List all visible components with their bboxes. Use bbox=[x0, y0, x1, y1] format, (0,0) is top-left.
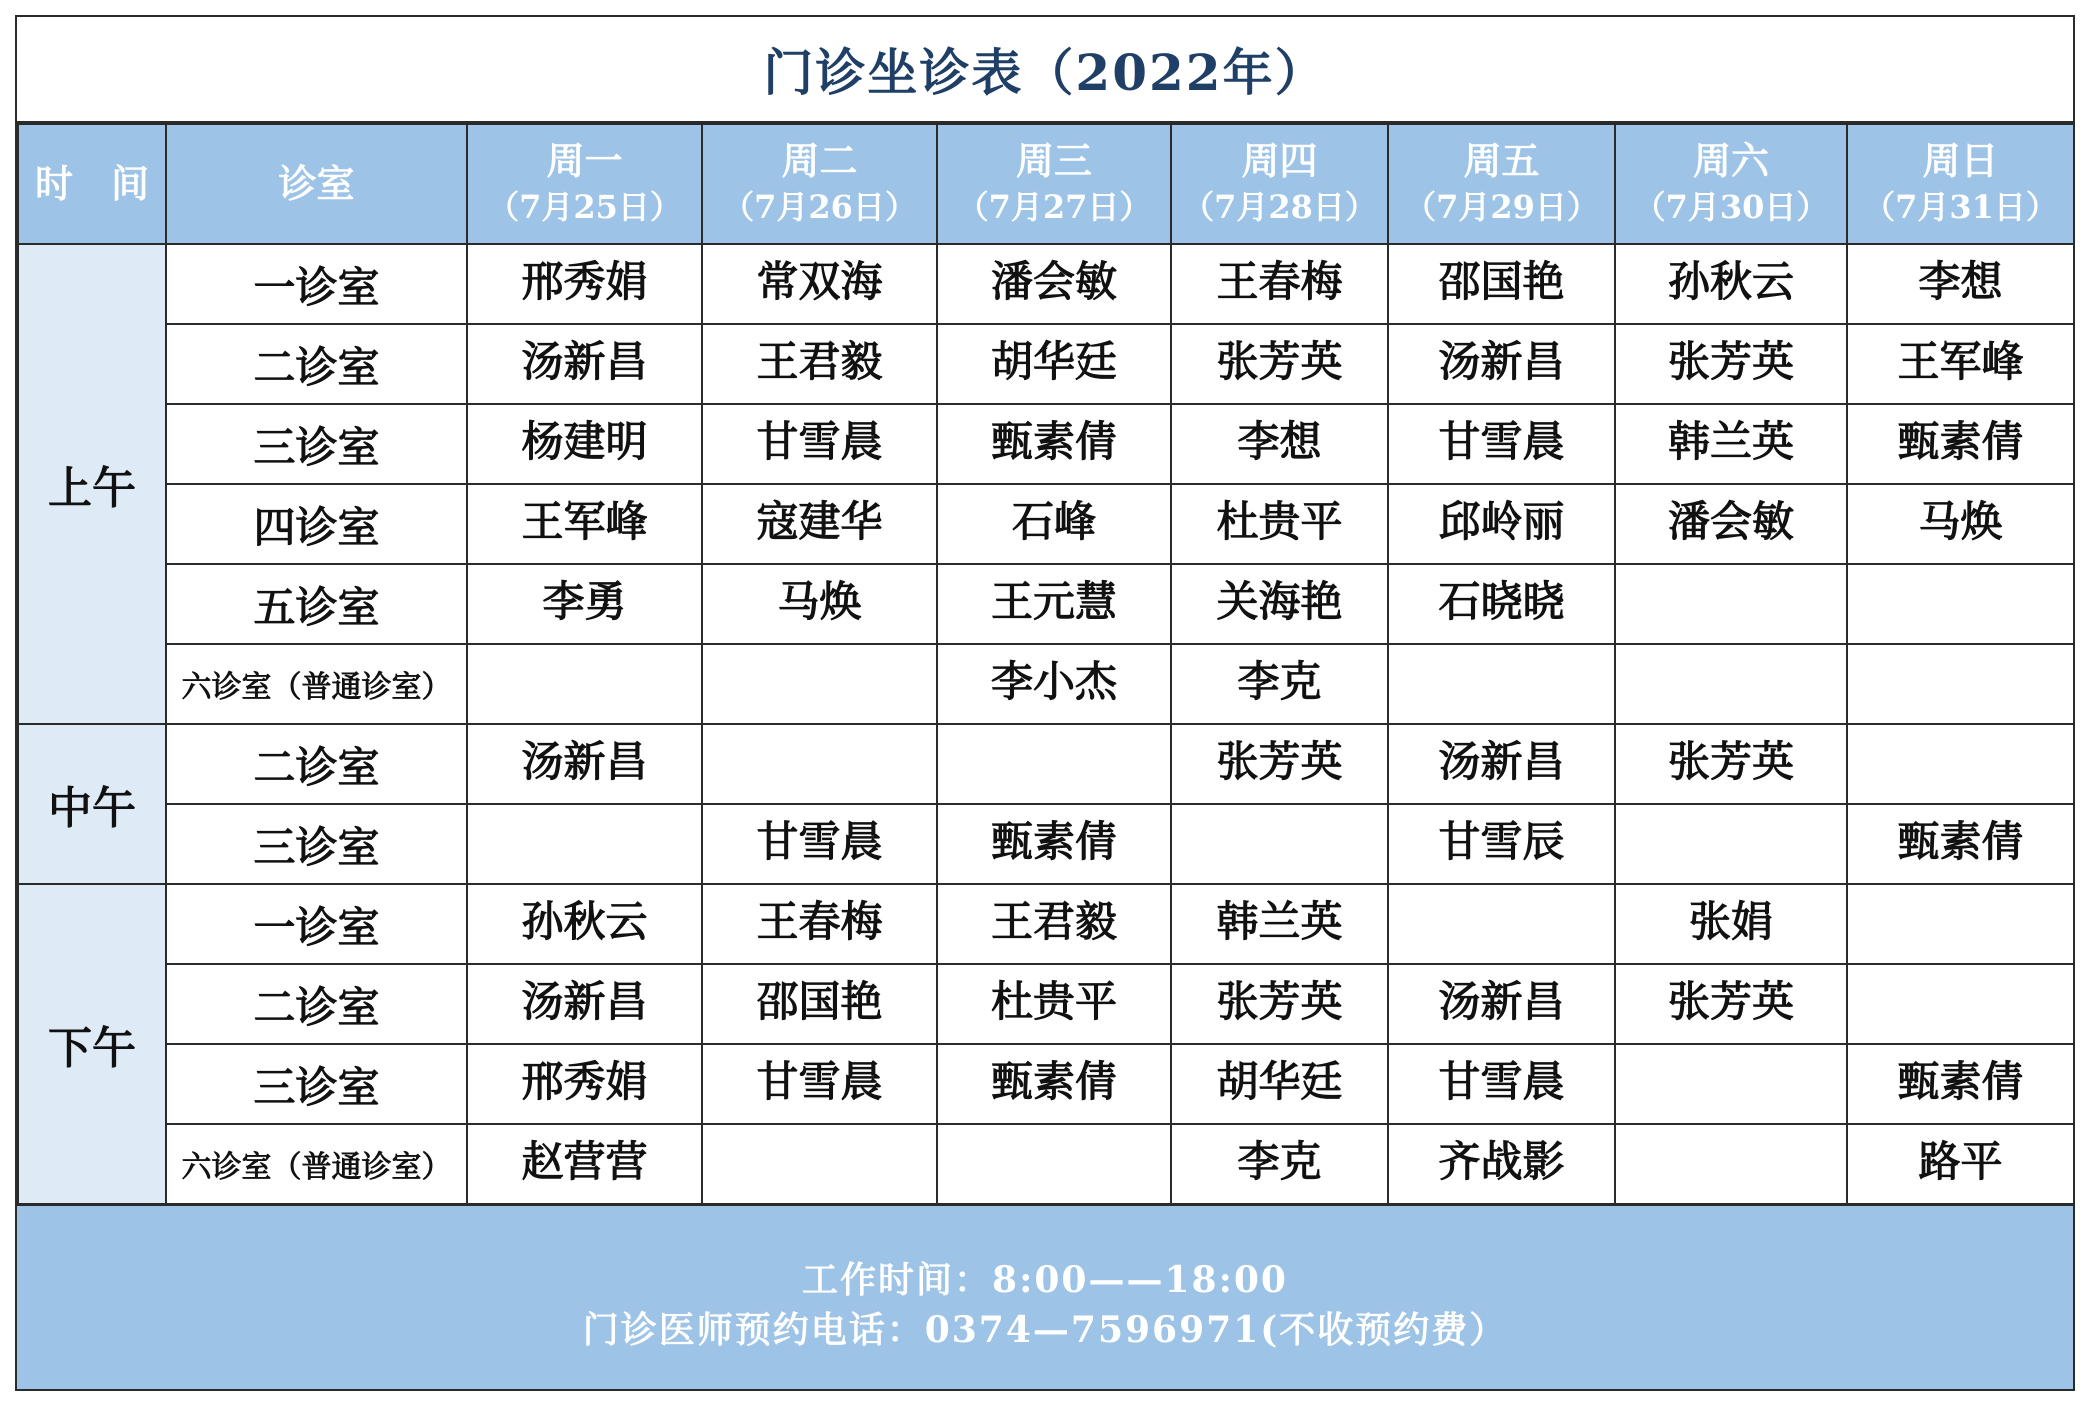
schedule-row bbox=[18, 484, 2074, 564]
schedule-row bbox=[18, 884, 2074, 964]
doctor-cell: 张芳英 bbox=[1615, 964, 1847, 1044]
doctor-cell: 汤新昌 bbox=[467, 724, 702, 804]
day-label: 周三 bbox=[1015, 138, 1092, 183]
doctor-cell: 王春梅 bbox=[702, 884, 937, 964]
doctor-cell: 石晓晓 bbox=[1388, 564, 1615, 644]
doctor-cell bbox=[1615, 1044, 1847, 1124]
doctor-cell: 邱岭丽 bbox=[1388, 484, 1615, 564]
day-label: 周六 bbox=[1692, 138, 1769, 183]
day-date: （7月27日） bbox=[956, 188, 1152, 226]
page-title: 门诊坐诊表（2022年） bbox=[763, 43, 1327, 102]
day-label: 周五 bbox=[1463, 138, 1540, 183]
doctor-cell: 甘雪晨 bbox=[702, 1044, 937, 1124]
schedule-body bbox=[18, 244, 2074, 1204]
doctor-cell: 甄素倩 bbox=[937, 804, 1171, 884]
doctor-cell: 甄素倩 bbox=[1847, 404, 2074, 484]
doctor-cell: 杨建明 bbox=[467, 404, 702, 484]
doctor-cell: 张芳英 bbox=[1171, 964, 1388, 1044]
schedule-row bbox=[18, 1124, 2074, 1204]
doctor-cell bbox=[1615, 644, 1847, 724]
day-header bbox=[1847, 124, 2074, 244]
day-label: 周二 bbox=[781, 138, 858, 183]
schedule-row bbox=[18, 804, 2074, 884]
period-label: 中午 bbox=[18, 724, 166, 884]
period-label: 上午 bbox=[18, 244, 166, 724]
doctor-cell: 潘会敏 bbox=[1615, 484, 1847, 564]
doctor-cell bbox=[1847, 724, 2074, 804]
doctor-cell: 甄素倩 bbox=[937, 1044, 1171, 1124]
doctor-cell bbox=[937, 724, 1171, 804]
room-label: 二诊室 bbox=[166, 324, 467, 404]
doctor-cell: 邵国艳 bbox=[702, 964, 937, 1044]
room-label: 二诊室 bbox=[166, 724, 467, 804]
doctor-cell: 汤新昌 bbox=[1388, 724, 1615, 804]
doctor-cell: 韩兰英 bbox=[1171, 884, 1388, 964]
doctor-cell: 杜贵平 bbox=[1171, 484, 1388, 564]
doctor-cell: 王元慧 bbox=[937, 564, 1171, 644]
doctor-cell bbox=[702, 644, 937, 724]
doctor-cell: 甘雪晨 bbox=[1388, 404, 1615, 484]
schedule-table bbox=[17, 123, 2075, 1205]
doctor-cell: 汤新昌 bbox=[467, 324, 702, 404]
period-label: 下午 bbox=[18, 884, 166, 1204]
doctor-cell: 韩兰英 bbox=[1615, 404, 1847, 484]
doctor-cell: 石峰 bbox=[937, 484, 1171, 564]
schedule-row bbox=[18, 564, 2074, 644]
doctor-cell: 王春梅 bbox=[1171, 244, 1388, 324]
doctor-cell: 汤新昌 bbox=[1388, 324, 1615, 404]
doctor-cell: 甄素倩 bbox=[1847, 1044, 2074, 1124]
header-row bbox=[18, 124, 2074, 244]
schedule-row bbox=[18, 404, 2074, 484]
doctor-cell bbox=[1388, 884, 1615, 964]
doctor-cell bbox=[1615, 1124, 1847, 1204]
day-date: （7月31日） bbox=[1863, 188, 2058, 226]
doctor-cell bbox=[1847, 964, 2074, 1044]
doctor-cell: 甄素倩 bbox=[1847, 804, 2074, 884]
doctor-cell: 邵国艳 bbox=[1388, 244, 1615, 324]
room-label: 四诊室 bbox=[166, 484, 467, 564]
schedule-row bbox=[18, 644, 2074, 724]
doctor-cell: 李小杰 bbox=[937, 644, 1171, 724]
day-header bbox=[1615, 124, 1847, 244]
doctor-cell bbox=[702, 724, 937, 804]
room-label: 三诊室 bbox=[166, 404, 467, 484]
doctor-cell bbox=[467, 644, 702, 724]
doctor-cell: 张芳英 bbox=[1171, 324, 1388, 404]
doctor-cell: 汤新昌 bbox=[1388, 964, 1615, 1044]
room-label: 二诊室 bbox=[166, 964, 467, 1044]
day-date: （7月26日） bbox=[722, 188, 917, 226]
doctor-cell: 邢秀娟 bbox=[467, 1044, 702, 1124]
doctor-cell: 常双海 bbox=[702, 244, 937, 324]
doctor-cell: 孙秋云 bbox=[467, 884, 702, 964]
doctor-cell: 张娟 bbox=[1615, 884, 1847, 964]
room-header: 诊室 bbox=[166, 124, 467, 244]
doctor-cell: 杜贵平 bbox=[937, 964, 1171, 1044]
doctor-cell: 潘会敏 bbox=[937, 244, 1171, 324]
room-label: 三诊室 bbox=[166, 1044, 467, 1124]
doctor-cell: 孙秋云 bbox=[1615, 244, 1847, 324]
doctor-cell: 寇建华 bbox=[702, 484, 937, 564]
day-header bbox=[937, 124, 1171, 244]
schedule-row bbox=[18, 244, 2074, 324]
schedule-row bbox=[18, 964, 2074, 1044]
day-date: （7月29日） bbox=[1404, 188, 1599, 226]
footer-panel bbox=[17, 1204, 2073, 1389]
doctor-cell: 甘雪辰 bbox=[1388, 804, 1615, 884]
doctor-cell bbox=[1171, 804, 1388, 884]
doctor-cell bbox=[467, 804, 702, 884]
room-label: 六诊室（普通诊室） bbox=[166, 644, 467, 724]
doctor-cell: 李克 bbox=[1171, 644, 1388, 724]
doctor-cell: 马焕 bbox=[702, 564, 937, 644]
day-header bbox=[1388, 124, 1615, 244]
day-label: 周日 bbox=[1922, 138, 1999, 183]
schedule-row bbox=[18, 724, 2074, 804]
doctor-cell: 李想 bbox=[1847, 244, 2074, 324]
doctor-cell: 赵营营 bbox=[467, 1124, 702, 1204]
room-label: 六诊室（普通诊室） bbox=[166, 1124, 467, 1204]
doctor-cell bbox=[1388, 644, 1615, 724]
doctor-cell: 甘雪晨 bbox=[1388, 1044, 1615, 1124]
room-label: 一诊室 bbox=[166, 884, 467, 964]
doctor-cell: 王军峰 bbox=[1847, 324, 2074, 404]
title-bar bbox=[17, 17, 2073, 123]
doctor-cell bbox=[1615, 564, 1847, 644]
room-label: 一诊室 bbox=[166, 244, 467, 324]
time-header: 时 间 bbox=[18, 124, 166, 244]
doctor-cell: 马焕 bbox=[1847, 484, 2074, 564]
doctor-cell: 关海艳 bbox=[1171, 564, 1388, 644]
schedule-sheet bbox=[15, 15, 2075, 1391]
doctor-cell: 胡华廷 bbox=[1171, 1044, 1388, 1124]
doctor-cell: 甄素倩 bbox=[937, 404, 1171, 484]
doctor-cell bbox=[1615, 804, 1847, 884]
doctor-cell bbox=[1847, 564, 2074, 644]
room-label: 三诊室 bbox=[166, 804, 467, 884]
day-header bbox=[702, 124, 937, 244]
doctor-cell: 王君毅 bbox=[937, 884, 1171, 964]
doctor-cell: 齐战影 bbox=[1388, 1124, 1615, 1204]
doctor-cell: 李想 bbox=[1171, 404, 1388, 484]
day-date: （7月28日） bbox=[1182, 188, 1377, 226]
doctor-cell: 张芳英 bbox=[1615, 724, 1847, 804]
day-label: 周四 bbox=[1241, 138, 1318, 183]
room-label: 五诊室 bbox=[166, 564, 467, 644]
day-label: 周一 bbox=[546, 138, 623, 183]
doctor-cell: 甘雪晨 bbox=[702, 404, 937, 484]
doctor-cell: 李克 bbox=[1171, 1124, 1388, 1204]
doctor-cell bbox=[702, 1124, 937, 1204]
day-header bbox=[467, 124, 702, 244]
doctor-cell bbox=[1847, 884, 2074, 964]
day-header bbox=[1171, 124, 1388, 244]
doctor-cell: 王君毅 bbox=[702, 324, 937, 404]
doctor-cell: 胡华廷 bbox=[937, 324, 1171, 404]
doctor-cell: 邢秀娟 bbox=[467, 244, 702, 324]
work-hours: 工作时间：8:00——18:00 bbox=[802, 1258, 1288, 1301]
doctor-cell: 路平 bbox=[1847, 1124, 2074, 1204]
day-date: （7月30日） bbox=[1633, 188, 1829, 226]
day-date: （7月25日） bbox=[487, 188, 682, 226]
doctor-cell: 汤新昌 bbox=[467, 964, 702, 1044]
doctor-cell: 王军峰 bbox=[467, 484, 702, 564]
doctor-cell: 李勇 bbox=[467, 564, 702, 644]
doctor-cell: 张芳英 bbox=[1171, 724, 1388, 804]
schedule-row bbox=[18, 324, 2074, 404]
schedule-row bbox=[18, 1044, 2074, 1124]
appointment-phone: 门诊医师预约电话：0374—7596971(不收预约费） bbox=[582, 1308, 1508, 1351]
doctor-cell bbox=[1847, 644, 2074, 724]
doctor-cell: 甘雪晨 bbox=[702, 804, 937, 884]
doctor-cell: 张芳英 bbox=[1615, 324, 1847, 404]
doctor-cell bbox=[937, 1124, 1171, 1204]
